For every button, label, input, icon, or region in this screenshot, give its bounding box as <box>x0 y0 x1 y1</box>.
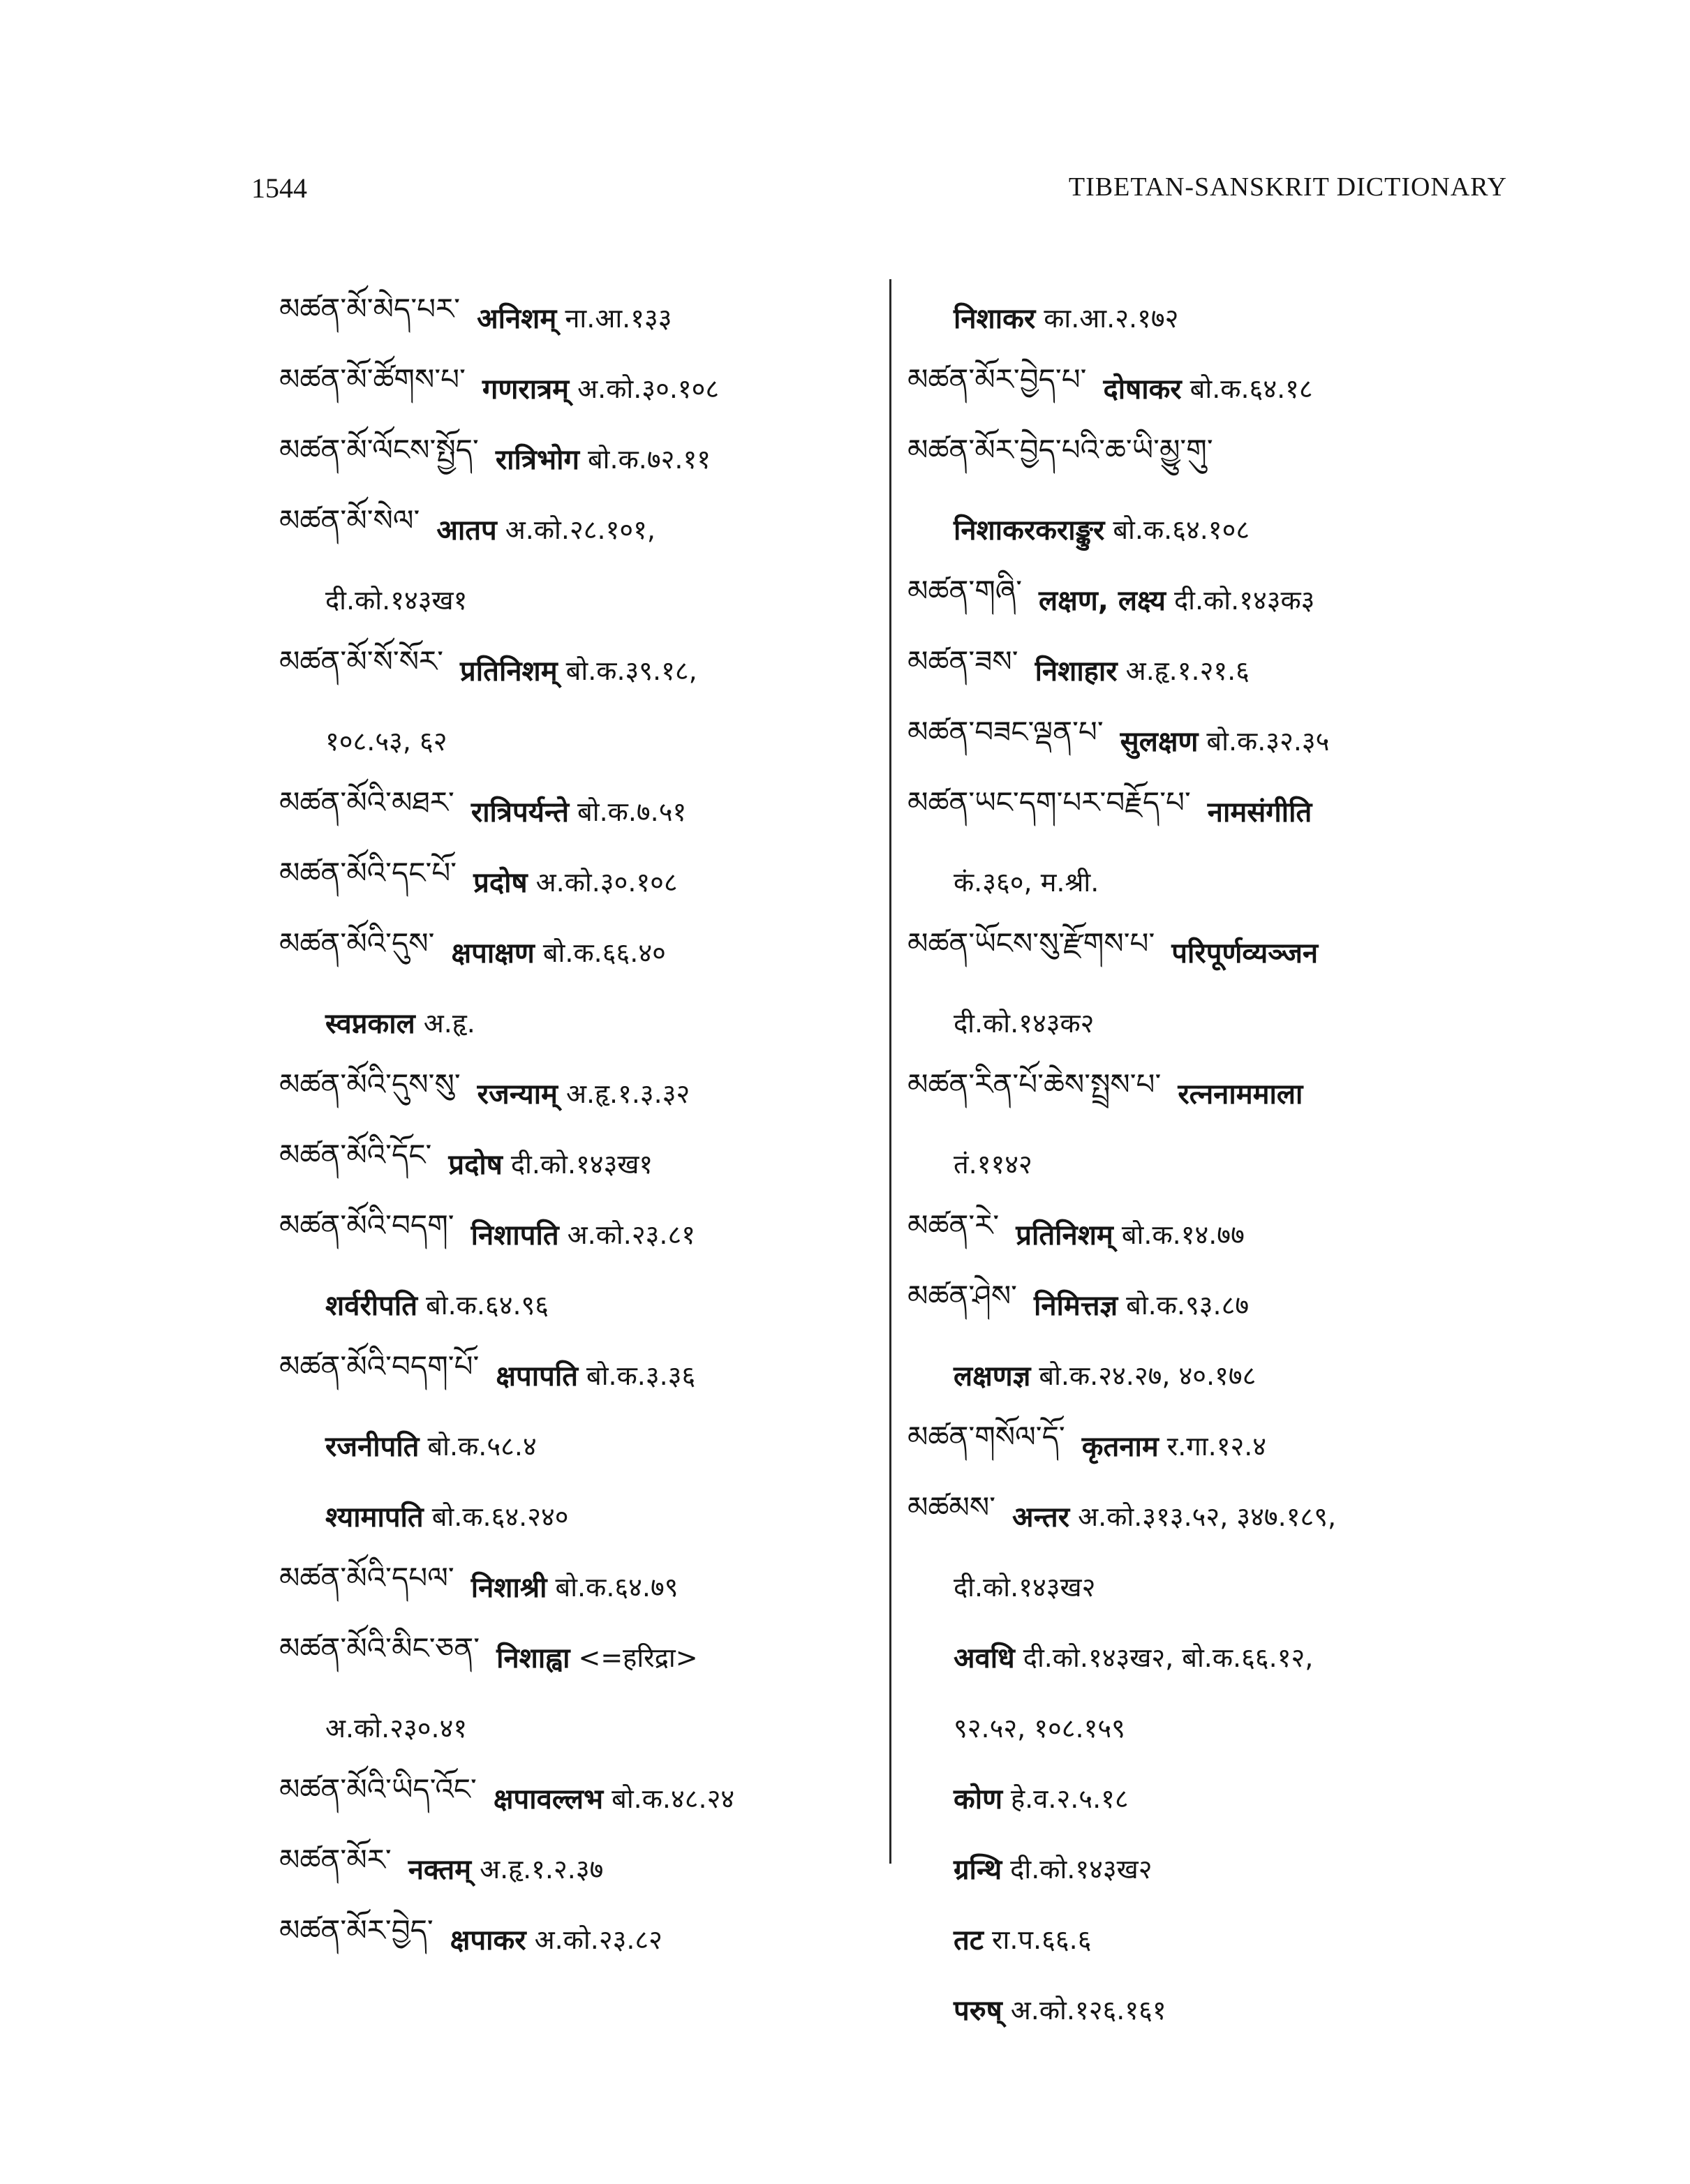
source-reference: बो.क.६४.७९ <box>555 1571 679 1603</box>
entry-continuation <box>907 1692 1536 1762</box>
source-reference: का.आ.२.१७२ <box>1044 302 1179 334</box>
entry-continuation <box>279 1410 873 1480</box>
source-reference: दी.को.१४३क३ <box>1173 584 1315 616</box>
sanskrit-equivalent: रत्ननाममाला <box>1178 1078 1303 1110</box>
sanskrit-equivalent: लक्षण, लक्ष्य <box>1039 585 1166 617</box>
sanskrit-equivalent: नामसंगीति <box>1207 796 1312 829</box>
dictionary-entry <box>907 564 1536 634</box>
source-reference: बो.क.३९.१८, <box>565 655 697 686</box>
sanskrit-equivalent: कोण <box>954 1783 1002 1815</box>
sanskrit-equivalent: स्वप्नकाल <box>325 1008 415 1040</box>
tibetan-term: མཚན་མོའི་བདག་ <box>279 1208 454 1242</box>
sanskrit-equivalent: शर्वरीपति <box>325 1290 418 1322</box>
source-reference: ना.आ.१३३ <box>565 302 672 334</box>
dictionary-entry <box>279 1762 873 1833</box>
dictionary-entry <box>279 1551 873 1621</box>
source-reference: अ.को.३०.१०८ <box>535 866 678 898</box>
dictionary-entry <box>279 493 873 564</box>
tibetan-term: མཚན་མོའི་དང་པོ་ <box>279 856 457 890</box>
sanskrit-equivalent: लक्षणज्ञ <box>954 1360 1031 1392</box>
dictionary-entry <box>279 352 873 423</box>
entry-continuation <box>907 1128 1536 1198</box>
source-reference: बो.क.६४.९६ <box>426 1289 549 1321</box>
dictionary-entry <box>907 1198 1536 1269</box>
source-reference: अ.हृ.१.३.३२ <box>565 1078 690 1109</box>
source-reference: बो.क.६४.२४० <box>431 1501 569 1532</box>
dictionary-entry <box>907 1269 1536 1339</box>
entry-continuation <box>279 1269 873 1339</box>
sanskrit-equivalent: रात्रिपर्यन्ते <box>470 796 570 829</box>
tibetan-term: མཚན་མོ་སོ་སོར་ <box>279 644 444 678</box>
source-reference: बो.क.७.५१ <box>577 796 687 827</box>
source-reference: बो.क.३.३६ <box>586 1360 696 1391</box>
sanskrit-equivalent: रजनीपति <box>325 1431 420 1463</box>
source-reference: दी.को.१४३ख१ <box>325 584 468 616</box>
sanskrit-equivalent: कृतनाम <box>1081 1431 1159 1463</box>
sanskrit-equivalent: अवधि <box>954 1642 1015 1674</box>
entry-continuation <box>907 282 1536 352</box>
running-head: TIBETAN-SANSKRIT DICTIONARY <box>1068 172 1507 202</box>
sanskrit-equivalent: तट <box>954 1924 984 1956</box>
source-reference: अ.को.२३.८१ <box>567 1219 695 1250</box>
dictionary-entry <box>907 1410 1536 1480</box>
tibetan-term: མཚན་རེ་ <box>907 1208 1000 1242</box>
dictionary-entry <box>279 846 873 916</box>
sanskrit-equivalent: निमित्तज्ञ <box>1034 1290 1118 1322</box>
dictionary-entry <box>279 1833 873 1903</box>
entry-continuation <box>907 1903 1536 1974</box>
tibetan-term: མཚན་མོའི་དུས་ <box>279 926 435 960</box>
source-reference: दी.को.१४३ख२ <box>954 1571 1096 1603</box>
sanskrit-equivalent: क्षपापति <box>496 1360 578 1392</box>
source-reference: कं.३६०, म.श्री. <box>954 866 1099 898</box>
tibetan-term: མཚན་མོ་སེལ་ <box>279 503 420 537</box>
source-reference: अ.को.२८.१०१, <box>505 514 655 545</box>
source-reference: बो.क.३२.३५ <box>1206 725 1330 757</box>
dictionary-entry <box>279 634 873 705</box>
tibetan-term: མཚན་མོ་མེད་པར་ <box>279 292 461 326</box>
sanskrit-equivalent: सुलक्षण <box>1120 726 1199 758</box>
tibetan-term: མཚན་ཟས་ <box>907 644 1018 678</box>
sanskrit-equivalent: आतप <box>436 514 497 547</box>
entry-continuation <box>907 1974 1536 2044</box>
dictionary-entry <box>279 1128 873 1198</box>
tibetan-term: མཚན་ཤེས་ <box>907 1279 1017 1313</box>
tibetan-term: མཚན་ཡོངས་སུ་རྫོགས་པ་ <box>907 926 1155 960</box>
tibetan-term: མཚན་མོར་བྱེད་པའི་ཆ་ཡི་མྱུ་གུ་ <box>907 433 1213 467</box>
tibetan-term: མཚན་མོར་བྱེད་ <box>279 1913 433 1947</box>
source-reference: बो.क.६६.४० <box>542 937 666 968</box>
entry-continuation <box>907 987 1536 1057</box>
source-reference: दी.को.१४३ख२ <box>1010 1853 1152 1885</box>
dictionary-entry <box>907 1057 1536 1128</box>
dictionary-entry <box>907 1480 1536 1551</box>
sanskrit-equivalent: नक्तम् <box>408 1854 472 1886</box>
tibetan-term: མཚན་ཡང་དག་པར་བརྗོད་པ་ <box>907 785 1191 819</box>
source-reference: दी.को.१४३ख१ <box>510 1148 653 1180</box>
dictionary-entry <box>279 916 873 987</box>
source-reference: अ.को.२३.८२ <box>534 1924 662 1955</box>
source-reference: <=हरिद्रा> <box>578 1642 698 1673</box>
source-reference: बो.क.५८.४ <box>427 1430 537 1462</box>
source-reference: अ.हृ.१.२१.६ <box>1125 655 1250 686</box>
entry-continuation <box>279 705 873 775</box>
tibetan-term: མཚན་མོར་བྱེད་པ་ <box>907 362 1087 396</box>
dictionary-entry <box>907 634 1536 705</box>
source-reference: अ.को.३१३.५२, ३४७.१८९, <box>1078 1501 1337 1532</box>
sanskrit-equivalent: क्षपाक्षण <box>451 937 535 970</box>
sanskrit-equivalent: निशाकरकराङ्कुर <box>954 514 1105 547</box>
source-reference: अ.को.१२६.१६१ <box>1010 1994 1166 2026</box>
source-reference: अ.हृ. <box>423 1007 475 1039</box>
right-column <box>907 282 1536 2044</box>
source-reference: बो.क.९३.८७ <box>1126 1289 1250 1321</box>
tibetan-term: མཚན་བཟང་ལྡན་པ་ <box>907 715 1104 749</box>
sanskrit-equivalent: रजन्याम् <box>477 1078 558 1110</box>
entry-continuation <box>279 1692 873 1762</box>
source-reference: बो.क.६४.१८ <box>1189 373 1313 404</box>
tibetan-term: མཚམས་ <box>907 1490 996 1524</box>
sanskrit-equivalent: निशाहार <box>1035 655 1118 688</box>
entry-continuation <box>907 1762 1536 1833</box>
entry-continuation <box>279 1480 873 1551</box>
sanskrit-equivalent: परुष् <box>954 1995 1002 2027</box>
entry-continuation <box>907 493 1536 564</box>
dictionary-entry <box>279 282 873 352</box>
sanskrit-equivalent: प्रतिनिशम् <box>1016 1219 1113 1251</box>
tibetan-term: མཚན་མོར་ <box>279 1843 392 1877</box>
entry-continuation <box>907 1621 1536 1692</box>
sanskrit-equivalent: अन्तर <box>1012 1501 1070 1533</box>
sanskrit-equivalent: निशाह्वा <box>496 1642 570 1674</box>
tibetan-term: མཚན་གཞི་ <box>907 574 1023 608</box>
dictionary-entry <box>907 352 1536 423</box>
source-reference: अ.को.२३०.४१ <box>325 1712 468 1744</box>
tibetan-term: མཚན་མོའི་བདག་པོ་ <box>279 1349 480 1383</box>
sanskrit-equivalent: निशाश्री <box>470 1572 547 1604</box>
tibetan-term: མཚན་མོ་ཚོགས་པ་ <box>279 362 466 396</box>
column-divider <box>889 279 891 1864</box>
left-column <box>279 282 873 1974</box>
page-number: 1544 <box>251 172 307 204</box>
source-reference: दी.को.१४३क२ <box>954 1007 1095 1039</box>
tibetan-term: མཚན་མོའི་མིང་ཅན་ <box>279 1631 480 1665</box>
dictionary-entry <box>279 423 873 493</box>
dictionary-entry <box>907 705 1536 775</box>
source-reference: रा.प.६६.६ <box>991 1924 1092 1955</box>
sanskrit-equivalent: प्रतिनिशम् <box>460 655 558 688</box>
entry-continuation <box>907 1551 1536 1621</box>
dictionary-entry <box>279 1198 873 1269</box>
source-reference: बो.क.४८.२४ <box>611 1783 735 1814</box>
source-reference: हे.व.२.५.१८ <box>1011 1783 1129 1814</box>
entry-continuation <box>907 1833 1536 1903</box>
tibetan-term: མཚན་མོའི་དཔལ་ <box>279 1561 454 1595</box>
dictionary-entry <box>907 916 1536 987</box>
sanskrit-equivalent: अनिशम् <box>477 303 557 335</box>
dictionary-entry <box>279 1057 873 1128</box>
tibetan-term: མཚན་མོའི་དུས་སུ་ <box>279 1067 461 1101</box>
entry-continuation <box>279 987 873 1057</box>
source-reference: बो.क.१४.७७ <box>1121 1219 1245 1250</box>
source-reference: बो.क.६४.१०८ <box>1113 514 1250 545</box>
source-reference: बो.क.२४.२७, ४०.१७८ <box>1039 1360 1257 1391</box>
tibetan-term: མཚན་མོའི་དོང་ <box>279 1138 432 1172</box>
tibetan-term: མཚན་གསོལ་དོ་ <box>907 1420 1065 1454</box>
sanskrit-equivalent: प्रदोष <box>448 1149 503 1181</box>
dictionary-entry <box>279 775 873 846</box>
dictionary-entry <box>907 423 1536 493</box>
sanskrit-equivalent: क्षपावल्लभ <box>493 1783 604 1815</box>
source-reference: अ.को.३०.१०८ <box>577 373 720 404</box>
source-reference: अ.हृ.१.२.३७ <box>480 1853 604 1885</box>
source-reference: ९२.५२, १०८.१५९ <box>954 1712 1125 1744</box>
tibetan-term: མཚན་མོའི་ཡིད་འོང་ <box>279 1772 477 1806</box>
source-reference: तं.११४२ <box>954 1148 1032 1180</box>
source-reference: दी.को.१४३ख२, बो.क.६६.१२, <box>1023 1642 1314 1673</box>
sanskrit-equivalent: गणरात्रम् <box>482 373 570 406</box>
sanskrit-equivalent: ग्रन्थि <box>954 1854 1002 1886</box>
source-reference: र.गा.१२.४ <box>1166 1430 1267 1462</box>
dictionary-entry <box>279 1903 873 1974</box>
sanskrit-equivalent: रात्रिभोग <box>495 444 579 476</box>
sanskrit-equivalent: निशापति <box>470 1219 559 1251</box>
sanskrit-equivalent: क्षपाकर <box>450 1924 526 1956</box>
tibetan-term: མཚན་རིན་པོ་ཆེས་སྤྲས་པ་ <box>907 1067 1162 1101</box>
entry-continuation <box>907 846 1536 916</box>
entry-continuation <box>907 1339 1536 1410</box>
sanskrit-equivalent: दोषाकर <box>1103 373 1182 406</box>
dictionary-entry <box>279 1621 873 1692</box>
tibetan-term: མཚན་མོ་ལོངས་སྤྱོད་ <box>279 433 479 467</box>
source-reference: १०८.५३, ६२ <box>325 725 447 757</box>
sanskrit-equivalent: निशाकर <box>954 303 1036 335</box>
tibetan-term: མཚན་མོའི་མཐར་ <box>279 785 454 819</box>
dictionary-entry <box>907 775 1536 846</box>
sanskrit-equivalent: परिपूर्णव्यञ्जन <box>1171 937 1319 970</box>
entry-continuation <box>279 564 873 634</box>
sanskrit-equivalent: श्यामापति <box>325 1501 424 1533</box>
source-reference: बो.क.७२.११ <box>587 443 711 475</box>
sanskrit-equivalent: प्रदोष <box>473 867 528 899</box>
dictionary-entry <box>279 1339 873 1410</box>
